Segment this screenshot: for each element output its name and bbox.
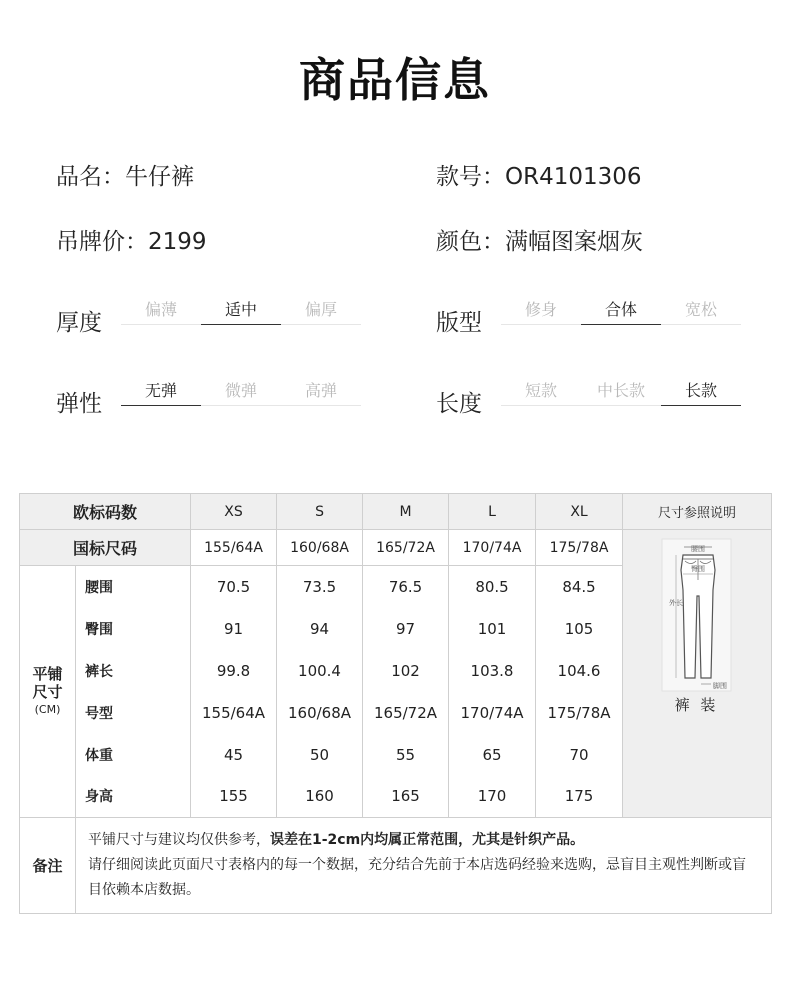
attr-option: 宽松 — [661, 295, 741, 325]
table-cell: 84.5 — [536, 566, 623, 608]
table-cell: 94 — [277, 608, 363, 650]
table-cell: 97 — [363, 608, 449, 650]
product-price: 吊牌价：2199 — [56, 229, 207, 255]
note-row — [20, 818, 772, 914]
table-cell: 102 — [363, 650, 449, 692]
table-cell: 155/64A — [191, 692, 277, 734]
group-label-text: 平铺尺寸 — [32, 664, 63, 701]
note-line1-normal: 平铺尺寸与建议均仅供参考， — [88, 832, 270, 848]
cn-size-header: 国标尺码 — [20, 530, 191, 566]
table-cell: 91 — [191, 608, 277, 650]
table-cell: 101 — [449, 608, 536, 650]
table-cell: 100.4 — [277, 650, 363, 692]
size-m: M — [363, 494, 449, 530]
attr-option-selected: 适中 — [201, 295, 281, 325]
attr-option: 高弹 — [281, 376, 361, 406]
table-cell: 175 — [536, 776, 623, 818]
table-cell: 70.5 — [191, 566, 277, 608]
note-line1-bold: 误差在1-2cm内均属正常范围，尤其是针织产品。 — [270, 832, 585, 848]
row-label: 裤长 — [76, 650, 191, 692]
table-cell: 55 — [363, 734, 449, 776]
cn-size: 155/64A — [191, 530, 277, 566]
attr-option: 偏薄 — [121, 295, 201, 325]
attr-option: 短款 — [501, 376, 581, 406]
row-label: 身高 — [76, 776, 191, 818]
attr-label-thickness: 厚度 — [56, 310, 102, 336]
group-unit: (CM) — [34, 702, 61, 716]
product-name: 品名：牛仔裤 — [56, 164, 194, 190]
product-color: 颜色：满幅图案烟灰 — [436, 229, 643, 255]
waist-label: 腰围 — [691, 545, 706, 553]
cn-size: 170/74A — [449, 530, 536, 566]
cn-size: 160/68A — [277, 530, 363, 566]
table-cell: 165 — [363, 776, 449, 818]
table-cell: 175/78A — [536, 692, 623, 734]
cn-size-header-row — [20, 530, 772, 566]
table-cell: 155 — [191, 776, 277, 818]
attr-option-selected: 长款 — [661, 376, 741, 406]
size-diagram — [623, 530, 772, 818]
size-xs: XS — [191, 494, 277, 530]
table-cell: 73.5 — [277, 566, 363, 608]
size-xl: XL — [536, 494, 623, 530]
cn-size: 175/78A — [536, 530, 623, 566]
table-cell: 103.8 — [449, 650, 536, 692]
table-cell: 50 — [277, 734, 363, 776]
note-line2: 请仔细阅读此页面尺寸表格内的每一个数据，充分结合先前于本店选码经验来选购，忌盲目主观性判断或盲目依赖本店数据。 — [88, 857, 746, 898]
note-label: 备注 — [20, 818, 76, 914]
flat-size-label — [20, 566, 76, 818]
attr-label-length: 长度 — [436, 391, 482, 417]
size-table — [19, 493, 772, 914]
table-cell: 170/74A — [449, 692, 536, 734]
attr-option-selected: 合体 — [581, 295, 661, 325]
table-cell: 45 — [191, 734, 277, 776]
table-cell: 170 — [449, 776, 536, 818]
table-cell: 105 — [536, 608, 623, 650]
product-model: 款号：OR4101306 — [436, 164, 642, 190]
diagram-caption: 裤 装 — [674, 696, 719, 714]
table-cell: 65 — [449, 734, 536, 776]
attr-option: 中长款 — [581, 376, 661, 406]
attr-label-elasticity: 弹性 — [56, 391, 102, 417]
eu-size-header-row — [20, 494, 772, 530]
size-s: S — [277, 494, 363, 530]
note-text — [76, 818, 772, 914]
page-title: 商品信息 — [299, 53, 491, 107]
row-label: 号型 — [76, 692, 191, 734]
attr-option: 偏厚 — [281, 295, 361, 325]
table-cell: 160 — [277, 776, 363, 818]
row-label: 腰围 — [76, 566, 191, 608]
attr-label-fit: 版型 — [436, 310, 482, 336]
diagram-header: 尺寸参照说明 — [623, 494, 772, 530]
size-l: L — [449, 494, 536, 530]
table-cell: 104.6 — [536, 650, 623, 692]
attr-option: 修身 — [501, 295, 581, 325]
cn-size: 165/72A — [363, 530, 449, 566]
hip-label: 臀围 — [691, 565, 706, 573]
table-cell: 80.5 — [449, 566, 536, 608]
eu-size-header: 欧标码数 — [20, 494, 191, 530]
table-cell: 70 — [536, 734, 623, 776]
row-label: 臀围 — [76, 608, 191, 650]
table-cell: 99.8 — [191, 650, 277, 692]
length-label: 外长 — [669, 599, 684, 607]
attr-option-selected: 无弹 — [121, 376, 201, 406]
table-cell: 76.5 — [363, 566, 449, 608]
attr-option: 微弹 — [201, 376, 281, 406]
table-cell: 160/68A — [277, 692, 363, 734]
table-cell: 165/72A — [363, 692, 449, 734]
hem-label: 脚围 — [713, 682, 728, 690]
row-label: 体重 — [76, 734, 191, 776]
